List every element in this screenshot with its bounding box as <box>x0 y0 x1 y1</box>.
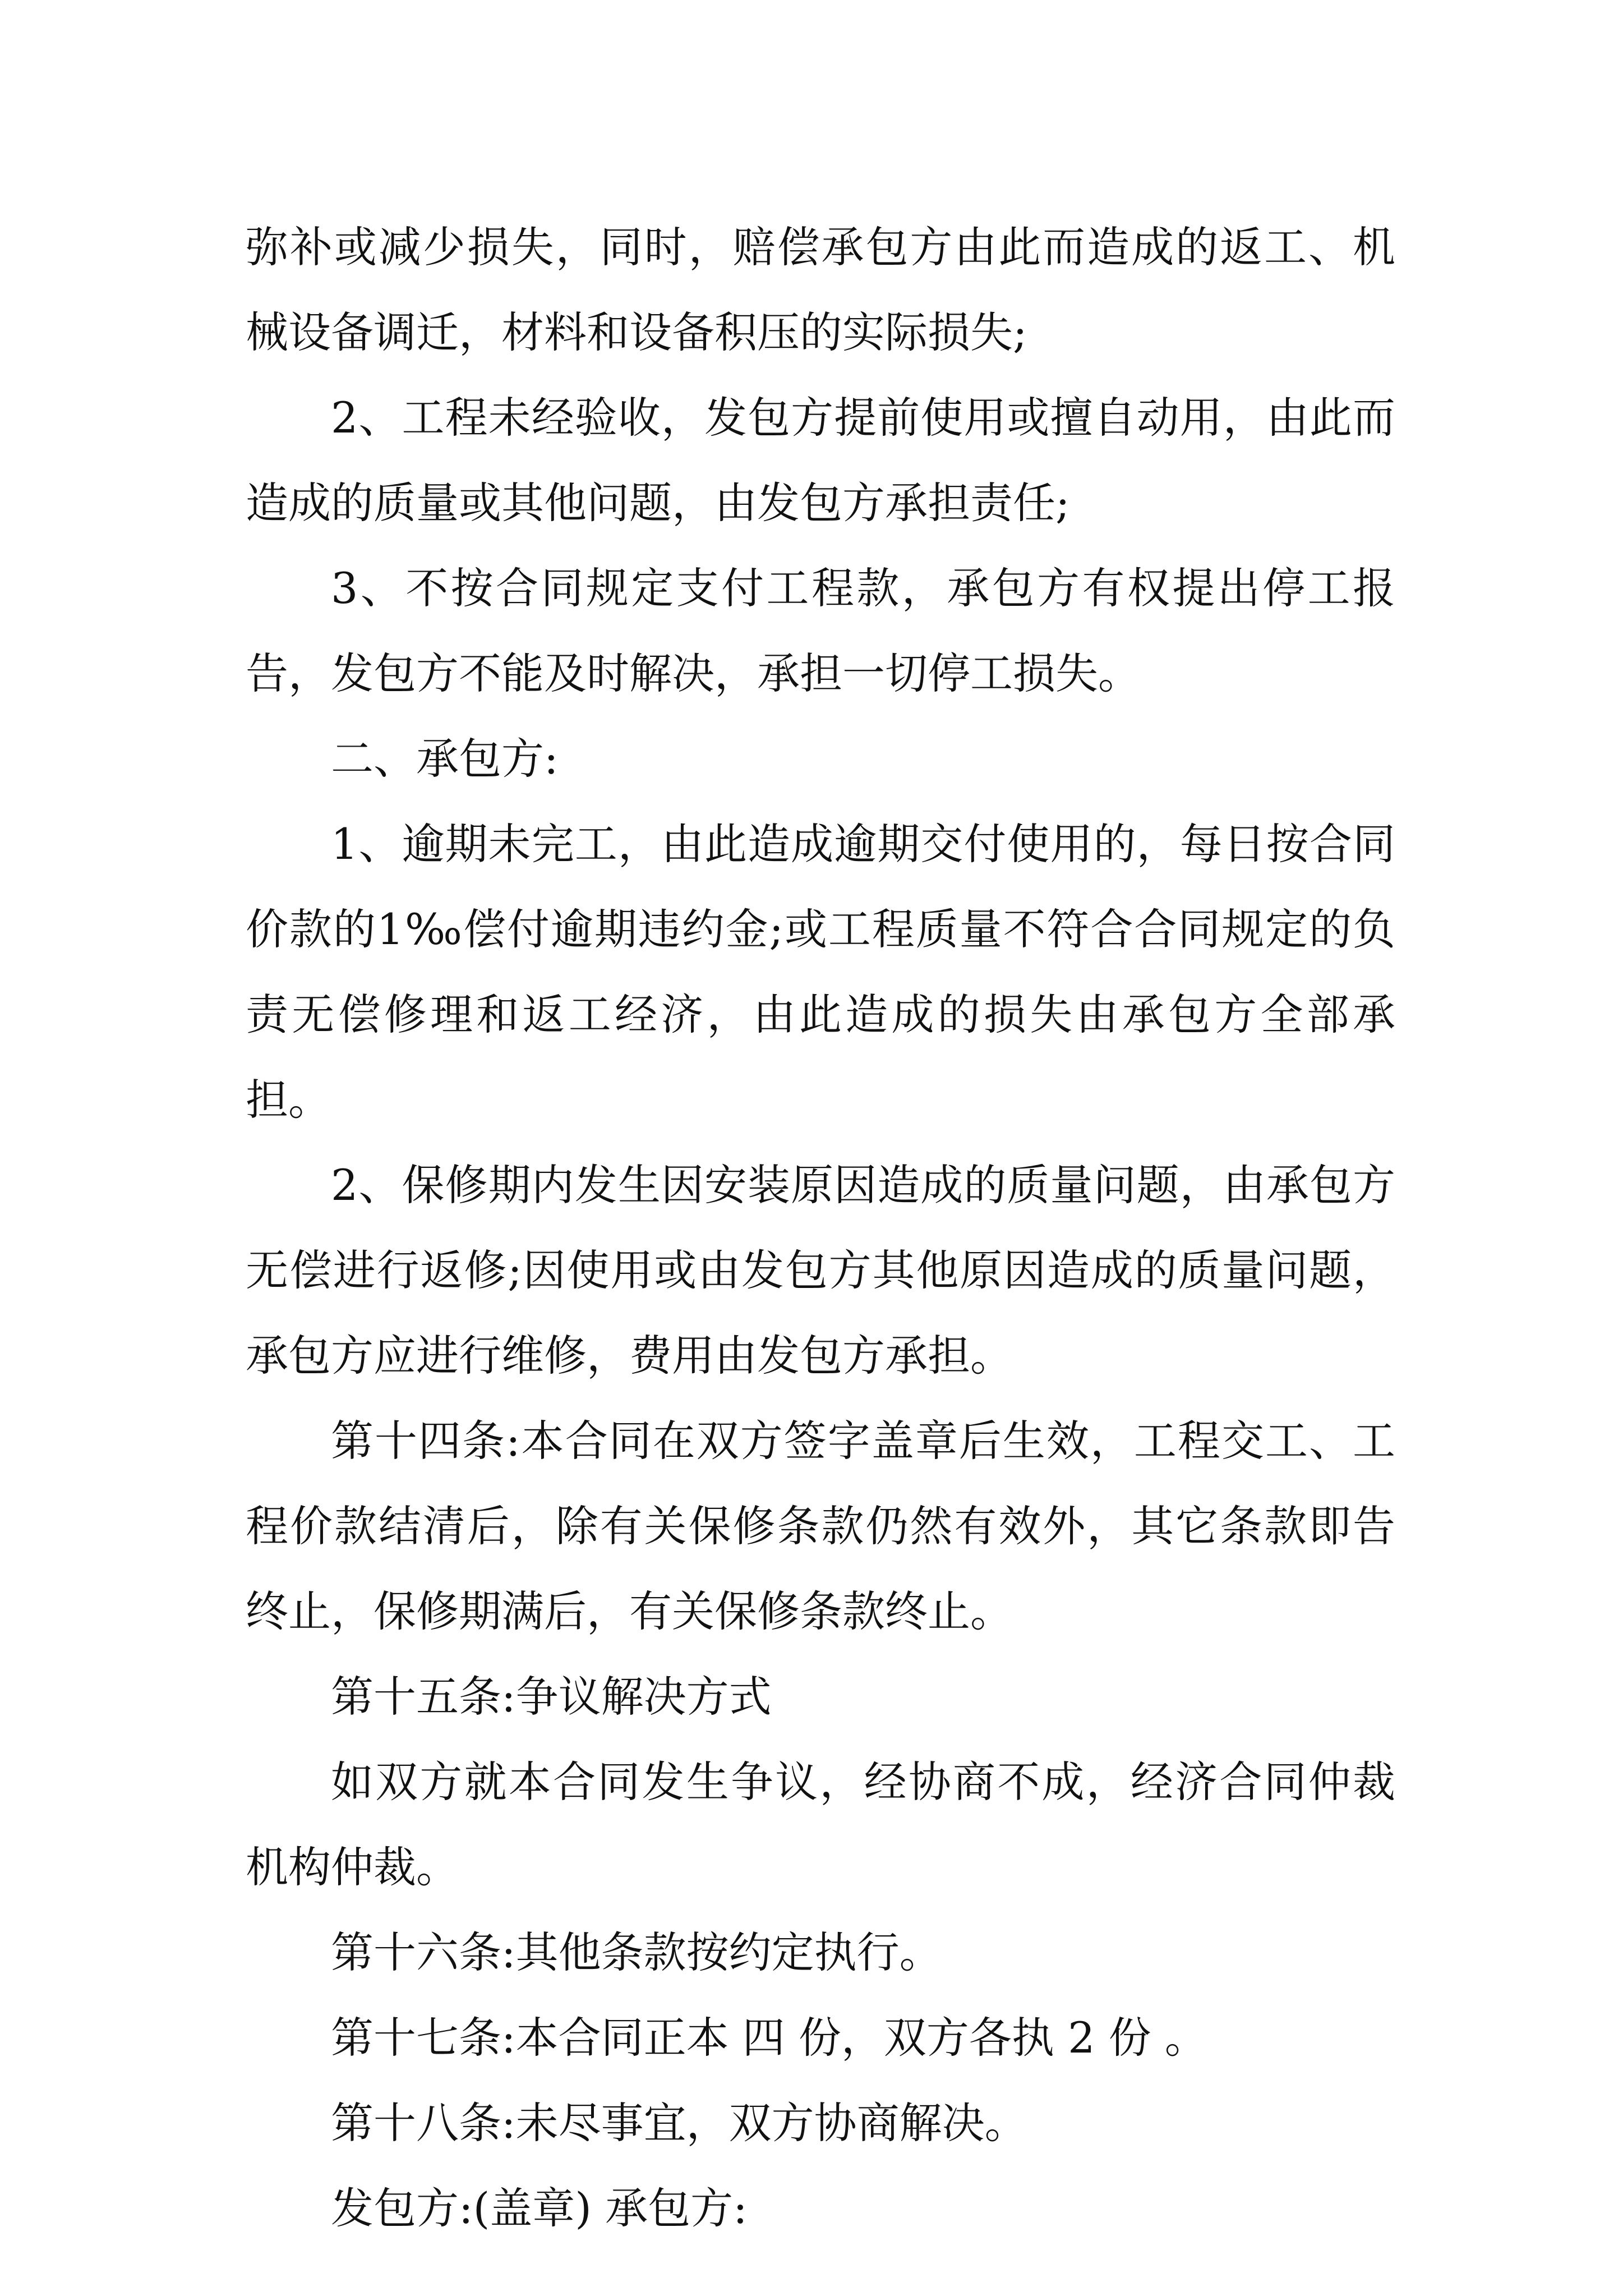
paragraph-compensation-clause: 弥补或减少损失，同时，赔偿承包方由此而造成的返工、机械设备调迁，材料和设备积压的实际损失; <box>246 222 1395 357</box>
article-17: 第十七条:本合同正本 四 份，双方各执 2 份 。 <box>331 2013 1207 2063</box>
article-14: 第十四条:本合同在双方签字盖章后生效，工程交工、工程价款结清后，除有关保修条款仍然有效外，其它条款即告终止，保修期满后，有关保修条款终止。 <box>246 1416 1395 1636</box>
signature-line: 发包方:(盖章) 承包方: <box>331 2183 748 2233</box>
article-15-heading: 第十五条:争议解决方式 <box>331 1672 772 1722</box>
paragraph-dispute-resolution: 如双方就本合同发生争议，经协商不成，经济合同仲裁机构仲裁。 <box>246 1757 1395 1892</box>
article-16: 第十六条:其他条款按约定执行。 <box>331 1927 942 1977</box>
paragraph-payment-clause: 3、不按合同规定支付工程款，承包方有权提出停工报告，发包方不能及时解决，承担一切停工损失。 <box>246 563 1395 698</box>
document-body <box>246 205 1395 2251</box>
article-18: 第十八条:未尽事宜，双方协商解决。 <box>331 2098 1027 2148</box>
paragraph-early-use-clause: 2、工程未经验收，发包方提前使用或擅自动用，由此而造成的质量或其他问题，由发包方承担责任; <box>246 393 1395 528</box>
paragraph-warranty-clause: 2、保修期内发生因安装原因造成的质量问题，由承包方无偿进行返修;因使用或由发包方其他原因造成的质量问题，承包方应进行维修，费用由发包方承担。 <box>246 1160 1395 1381</box>
section-heading-contractor: 二、承包方: <box>331 734 559 784</box>
paragraph-delay-penalty-clause: 1、逾期未完工，由此造成逾期交付使用的，每日按合同价款的1‰偿付逾期违约金;或工程质量不符合合同规定的负责无偿修理和返工经济，由此造成的损失由承包方全部承担。 <box>246 819 1395 1125</box>
